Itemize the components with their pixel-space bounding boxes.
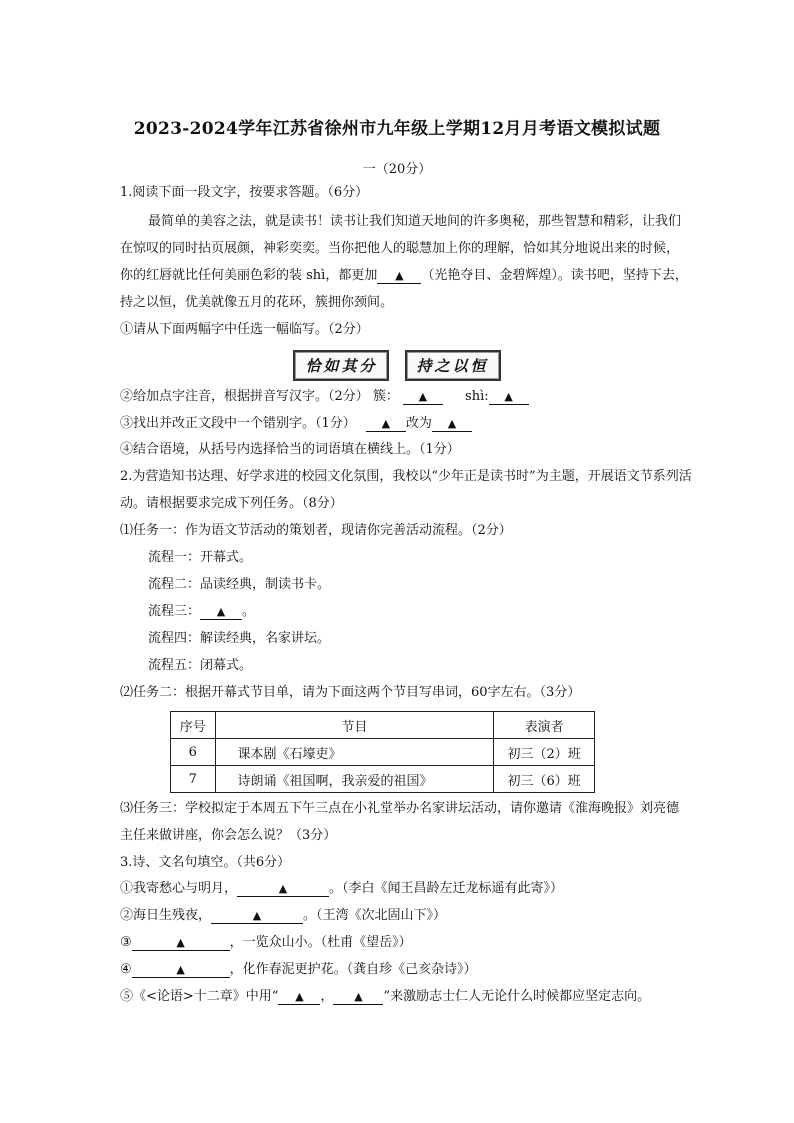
q3-text: 。（李白《闻王昌龄左迁龙标遥有此寄》）	[329, 881, 564, 896]
q1-para-line-4: 持之以恒，优美就像五月的花环，簇拥你颈间。	[120, 295, 394, 310]
answer-blank[interactable]	[132, 936, 230, 951]
answer-blank[interactable]	[278, 990, 320, 1005]
q3-text: ，	[320, 989, 334, 1004]
q1-sub3	[120, 416, 472, 432]
answer-blank[interactable]	[333, 990, 383, 1005]
triangle-icon: ▲	[252, 909, 262, 922]
triangle-icon: ▲	[395, 269, 404, 282]
q2-task1: ⑴任务一：作为语文节活动的策划者，现请你完善活动流程。（2分）	[120, 523, 512, 538]
q3-text: 。（王湾《次北固山下》）	[303, 908, 447, 923]
q1-sub2-text: ②给加点字注音，根据拼音写汉字。（2分） 簇：	[120, 389, 399, 404]
table-cell: 课本剧《石壕吏》	[215, 739, 494, 766]
triangle-icon: ▲	[354, 990, 363, 1003]
table-header-row	[171, 712, 595, 739]
flow-step-3-end: 。	[242, 604, 256, 619]
flow-step-3	[148, 604, 255, 620]
table-cell: 初三（6）班	[494, 766, 595, 793]
flow-step-4: 流程四：解读经典，名家讲坛。	[148, 631, 331, 646]
q1-sub2	[120, 389, 529, 405]
answer-blank[interactable]	[403, 390, 443, 405]
q3-line-4	[120, 962, 477, 978]
calligraphy-samples	[0, 350, 794, 381]
q3-text: ⑤《<论语>十二章》中用“	[120, 989, 279, 1004]
triangle-icon: ▲	[504, 390, 513, 403]
q3-line-2	[120, 908, 446, 924]
triangle-icon: ▲	[176, 963, 185, 976]
flow-step-5: 流程五：闭幕式。	[148, 658, 253, 673]
q1-sub2-pinyin: shì:	[465, 389, 489, 404]
q1-sub1: ①请从下面两幅字中任选一幅临写。（2分）	[120, 322, 369, 337]
flow-step-1: 流程一：开幕式。	[148, 550, 253, 565]
q1-sub3-text: ③找出并改正文段中一个错别字。（1分）	[120, 416, 360, 431]
q2-task3-line-1: ⑶任务三：学校拟定于本周五下午三点在小礼堂举办名家讲坛活动，请你邀请《淮海晚报》刘亮德	[120, 801, 680, 816]
triangle-icon: ▲	[447, 417, 457, 430]
q1-sub4: ④结合语境，从括号内选择恰当的词语填在横线上。（1分）	[120, 442, 460, 457]
flow-step-3-label: 流程三：	[148, 604, 201, 619]
q3-text: ④	[120, 962, 132, 977]
q1-sub3-text: 改为	[405, 416, 432, 431]
q1-para-line-3	[120, 268, 688, 284]
answer-blank[interactable]	[200, 605, 242, 620]
q1-para-text: （光艳夺目、金碧辉煌）。读书吧，坚持下去，	[421, 268, 688, 283]
triangle-icon: ▲	[278, 882, 288, 895]
q3-text: ”来激励志士仁人无论什么时候都应坚定志向。	[383, 989, 651, 1004]
table-row	[171, 739, 595, 766]
q3-text: ③	[120, 935, 132, 950]
answer-blank[interactable]	[432, 417, 472, 432]
calligraphy-sample-1: 恰如其分	[293, 350, 389, 381]
table-header: 序号	[171, 712, 216, 739]
table-cell: 诗朗诵《祖国啊，我亲爱的祖国》	[215, 766, 494, 793]
triangle-icon: ▲	[176, 936, 185, 949]
triangle-icon: ▲	[216, 605, 226, 618]
q2-task2: ⑵任务二：根据开幕式节目单，请为下面这两个节目写串词，60字左右。（3分）	[120, 685, 581, 700]
q1-stem: 1.阅读下面一段文字，按要求答题。（6分）	[120, 185, 369, 200]
q3-line-5	[120, 989, 650, 1005]
answer-blank[interactable]	[211, 909, 303, 924]
table-header: 节目	[215, 712, 494, 739]
flow-step-2: 流程二：品读经典，制读书卡。	[148, 577, 331, 592]
q2-stem-line-2: 动。请根据要求完成下列任务。（8分）	[120, 496, 343, 511]
calligraphy-sample-2: 持之以恒	[405, 350, 501, 381]
q1-para-line-1: 最简单的美容之法，就是读书！读书让我们知道天地间的许多奥秘，那些智慧和精彩，让我们	[148, 214, 682, 229]
answer-blank[interactable]	[489, 390, 529, 405]
q3-text: ②海日生残夜，	[120, 908, 212, 923]
table-cell: 初三（2）班	[494, 739, 595, 766]
section-heading: 一（20分）	[362, 162, 432, 177]
program-table	[170, 711, 595, 793]
q3-text: ，化作春泥更护花。（龚自珍《己亥杂诗》）	[229, 962, 477, 977]
answer-blank[interactable]	[132, 963, 230, 978]
table-header: 表演者	[494, 712, 595, 739]
q1-para-text: 你的红唇就比任何美丽色彩的装 shì，都更加	[120, 268, 378, 283]
table-cell: 6	[171, 739, 216, 766]
answer-blank[interactable]	[377, 269, 421, 284]
q3-line-3	[120, 935, 412, 951]
q3-stem: 3.诗、文名句填空。（共6分）	[120, 855, 291, 870]
triangle-icon: ▲	[381, 417, 391, 430]
page-title: 2023-2024学年江苏省徐州市九年级上学期12月月考语文模拟试题	[133, 119, 661, 139]
q2-task3-line-2: 主任来做讲座，你会怎么说？（3分）	[120, 828, 337, 843]
q3-text: ，一览众山小。（杜甫《望岳》）	[229, 935, 412, 950]
answer-blank[interactable]	[237, 882, 329, 897]
triangle-icon: ▲	[295, 990, 304, 1003]
table-cell: 7	[171, 766, 216, 793]
answer-blank[interactable]	[366, 417, 406, 432]
q1-para-line-2: 在惊叹的同时拈页展颜，神彩奕奕。当你把他人的聪慧加上你的理解，恰如其分地说出来的时候，	[120, 241, 680, 256]
triangle-icon: ▲	[418, 390, 428, 403]
table-row	[171, 766, 595, 793]
q3-text: ①我寄愁心与明月，	[120, 881, 238, 896]
q2-stem-line-1: 2.为营造知书达理、好学求进的校园文化氛围，我校以“少年正是读书时”为主题，开展语文节系列活	[120, 469, 692, 484]
q3-line-1	[120, 881, 563, 897]
